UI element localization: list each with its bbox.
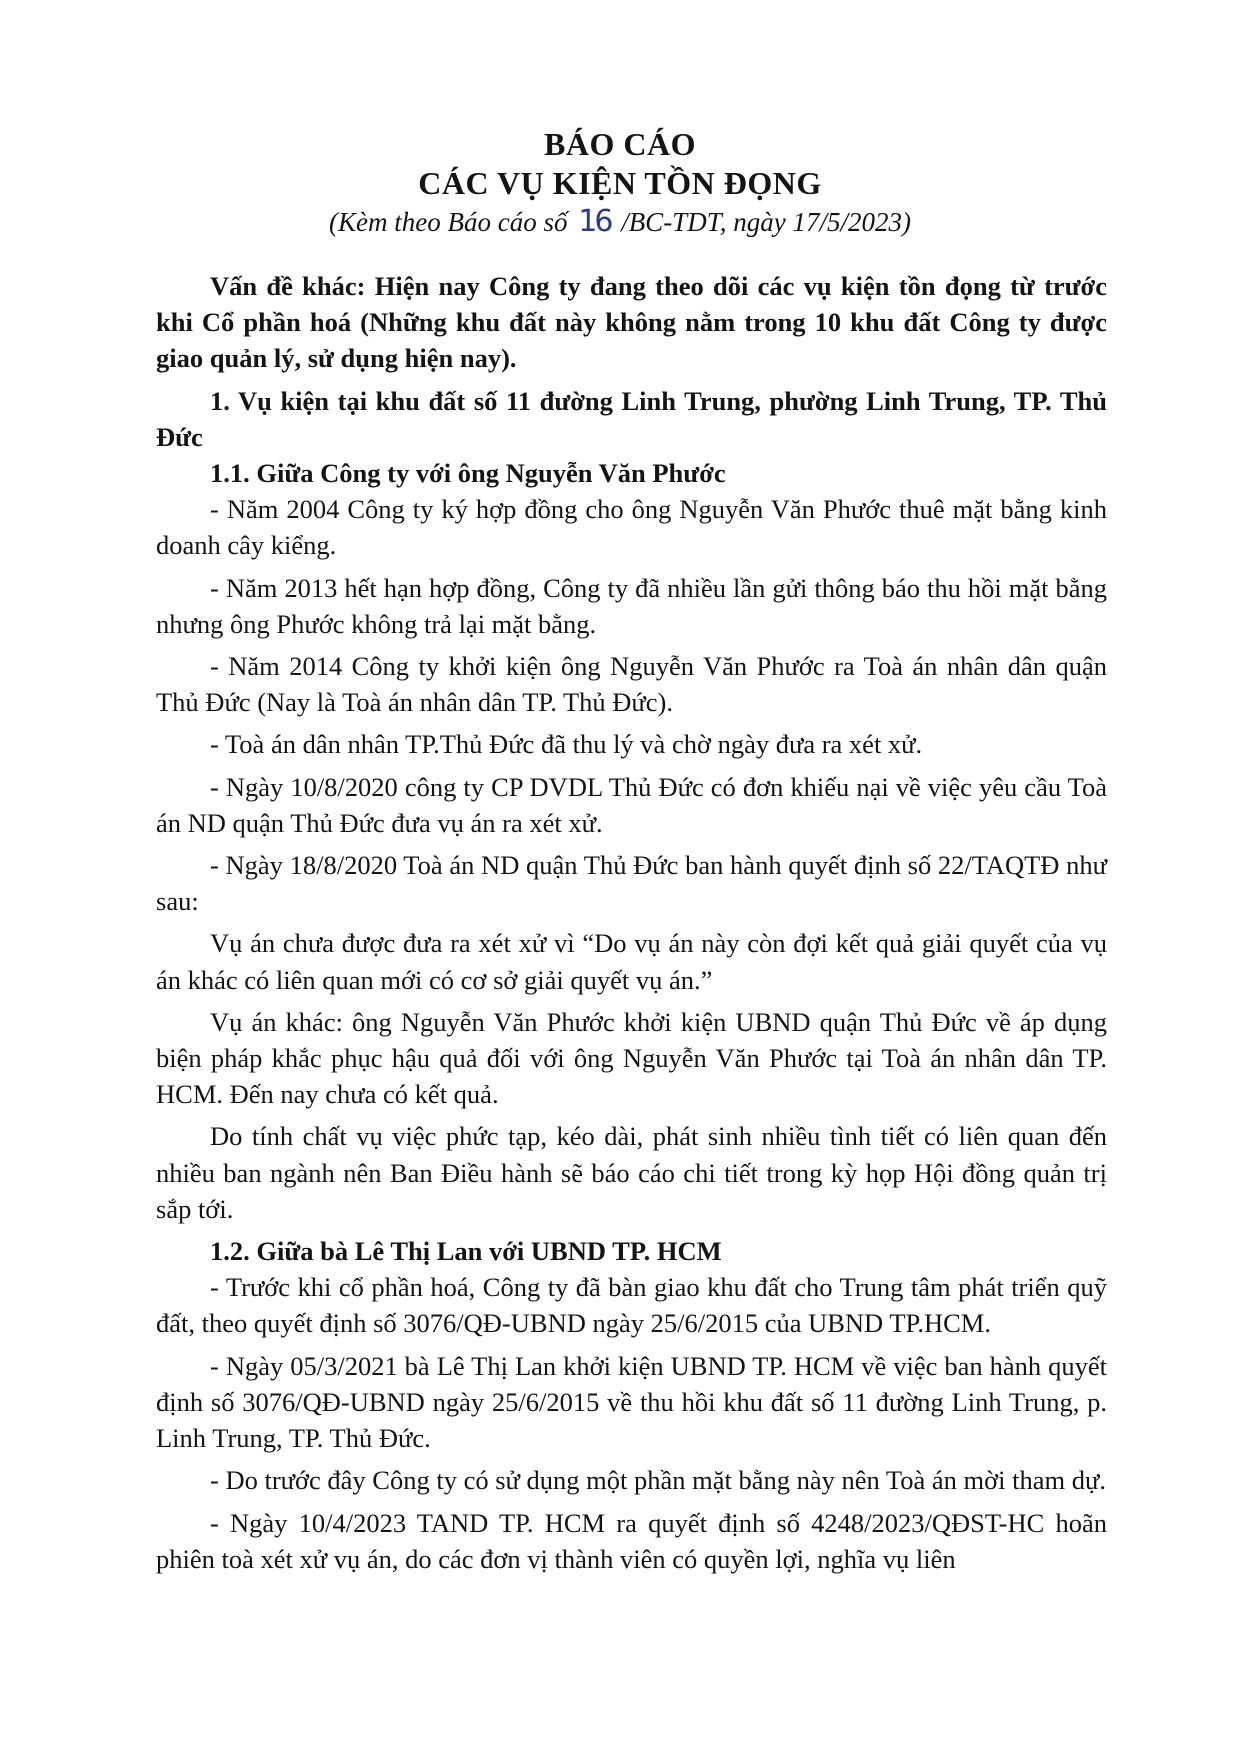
paragraph: - Do trước đây Công ty có sử dụng một phần mặt bằng này nên Toà án mời tham dự. — [210, 1465, 1107, 1496]
section-1-1-heading: 1.1. Giữa Công ty với ông Nguyễn Văn Phước — [210, 458, 726, 489]
handwritten-number: 16 — [578, 204, 611, 239]
paragraph: - Ngày 10/4/2023 TAND TP. HCM ra quyết định số 4248/2023/QĐST-HC hoãn phiên toà xét xử vụ án, do các đơn vị thành viên có quyền lợi, nghĩa vụ liên — [156, 1507, 1107, 1574]
report-title: BÁO CÁO — [544, 126, 696, 162]
intro-paragraph: Vấn đề khác: Hiện nay Công ty đang theo dõi các vụ kiện tồn đọng từ trước khi Cổ phần hoá (Những khu đất này không nằm trong 10 khu đất Công ty được giao quản lý, sử dụng hiện nay). — [156, 271, 1107, 374]
reference-suffix: /BC-TDT, ngày 17/5/2023) — [614, 207, 911, 237]
report-reference — [0, 204, 1240, 239]
paragraph: - Ngày 10/8/2020 công ty CP DVDL Thủ Đức có đơn khiếu nại về việc yêu cầu Toà án ND quận Thủ Đức đưa vụ án ra xét xử. — [156, 771, 1107, 838]
paragraph: - Năm 2004 Công ty ký hợp đồng cho ông Nguyễn Văn Phước thuê mặt bằng kinh doanh cây kiểng. — [156, 494, 1107, 561]
document-body — [156, 268, 1107, 1577]
paragraph: - Ngày 18/8/2020 Toà án ND quận Thủ Đức ban hành quyết định số 22/TAQTĐ như sau: — [156, 850, 1107, 917]
paragraph: - Năm 2014 Công ty khởi kiện ông Nguyễn Văn Phước ra Toà án nhân dân quận Thủ Đức (Nay là Toà án nhân dân TP. Thủ Đức). — [156, 651, 1107, 718]
section-1-2-heading: 1.2. Giữa bà Lê Thị Lan với UBND TP. HCM — [210, 1236, 722, 1267]
paragraph: Vụ án chưa được đưa ra xét xử vì “Do vụ án này còn đợi kết quả giải quyết của vụ án khác có liên quan mới có cơ sở giải quyết vụ án.” — [156, 928, 1107, 995]
report-subject: CÁC VỤ KIỆN TỒN ĐỌNG — [418, 165, 822, 201]
reference-prefix: (Kèm theo Báo cáo số — [329, 207, 575, 237]
section-1-heading: 1. Vụ kiện tại khu đất số 11 đường Linh Trung, phường Linh Trung, TP. Thủ Đức — [156, 385, 1107, 452]
paragraph: Do tính chất vụ việc phức tạp, kéo dài, phát sinh nhiều tình tiết có liên quan đến nhiều ban ngành nên Ban Điều hành sẽ báo cáo chi tiết trong kỳ họp Hội đồng quản trị sắp tới. — [156, 1121, 1107, 1224]
paragraph: - Ngày 05/3/2021 bà Lê Thị Lan khởi kiện UBND TP. HCM về việc ban hành quyết định số 3076/QĐ-UBND ngày 25/6/2015 về thu hồi khu đất số 11 đường Linh Trung, p. Linh Trung, TP. Thủ Đức. — [156, 1350, 1107, 1454]
paragraph: - Trước khi cổ phần hoá, Công ty đã bàn giao khu đất cho Trung tâm phát triển quỹ đất, theo quyết định số 3076/QĐ-UBND ngày 25/6/2015 của UBND TP.HCM. — [156, 1272, 1107, 1339]
paragraph: - Toà án dân nhân TP.Thủ Đức đã thu lý và chờ ngày đưa ra xét xử. — [210, 729, 923, 760]
paragraph: Vụ án khác: ông Nguyễn Văn Phước khởi kiện UBND quận Thủ Đức về áp dụng biện pháp khắc phục hậu quả đối với ông Nguyễn Văn Phước tại Toà án nhân dân TP. HCM. Đến nay chưa có kết quả. — [156, 1006, 1107, 1110]
paragraph: - Năm 2013 hết hạn hợp đồng, Công ty đã nhiều lần gửi thông báo thu hồi mặt bằng nhưng ông Phước không trả lại mặt bằng. — [156, 572, 1107, 639]
